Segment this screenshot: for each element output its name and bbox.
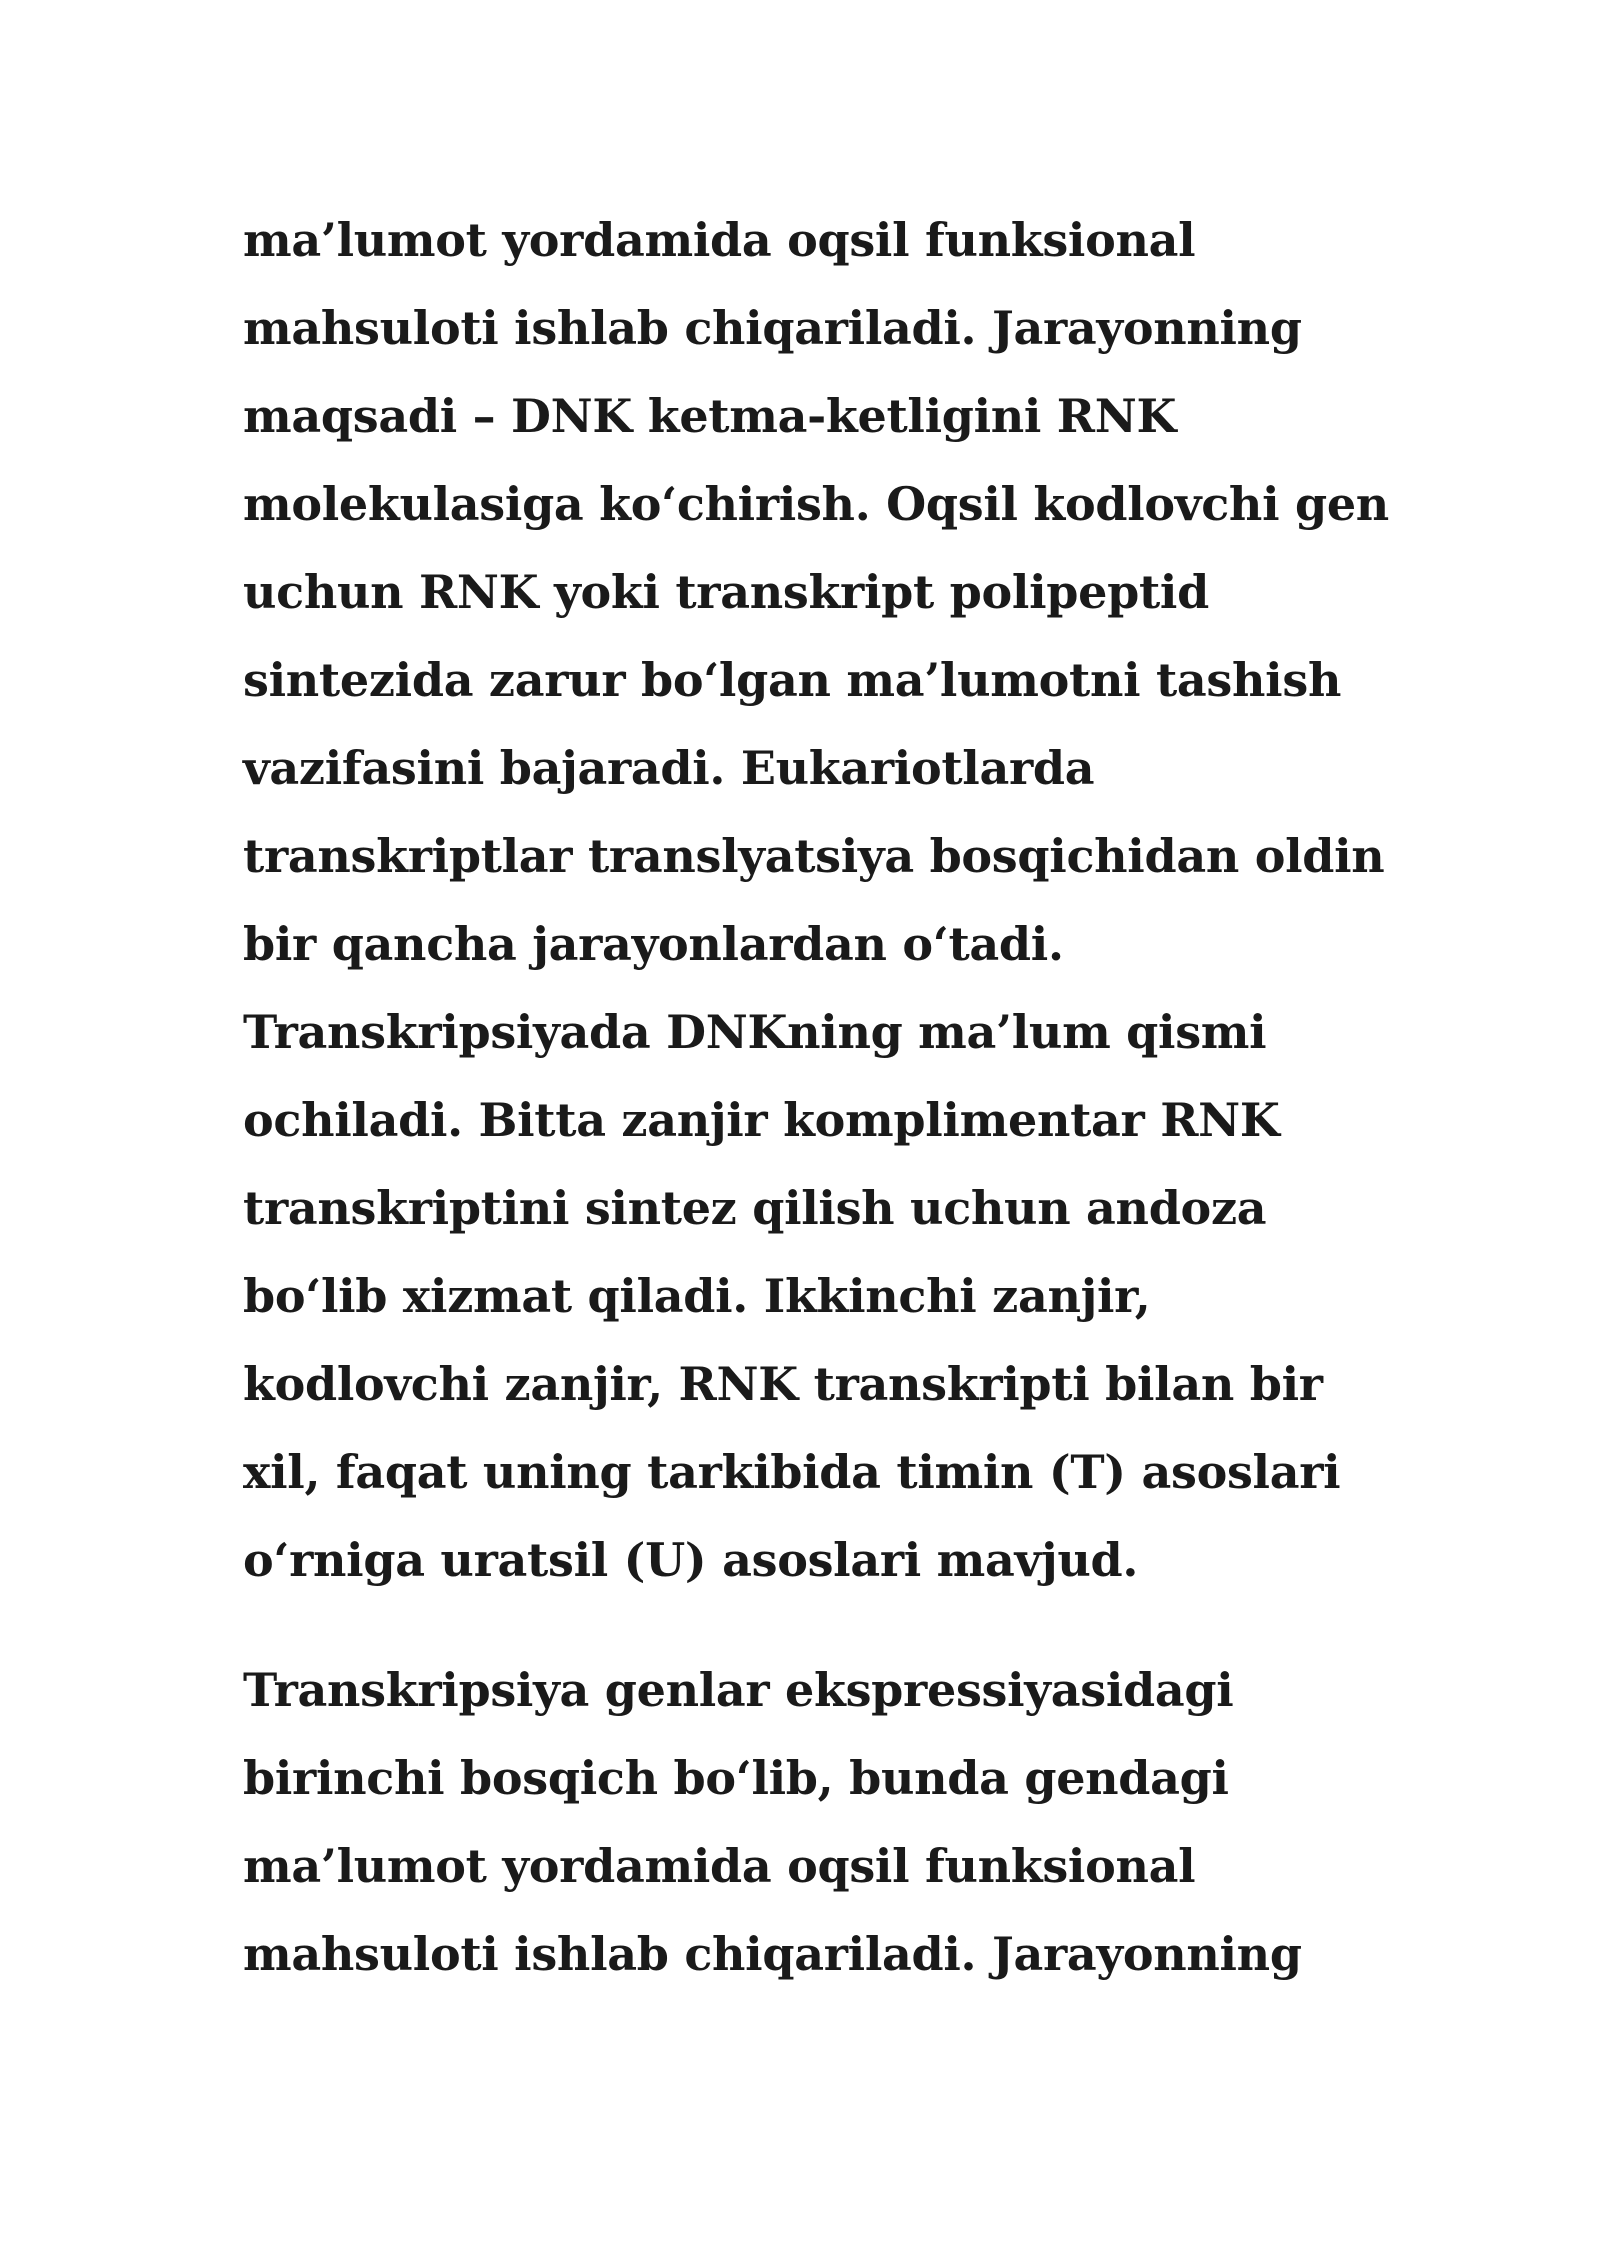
text-line: bo‘lib xizmat qiladi. Ikkinchi zanjir, bbox=[243, 1269, 1151, 1323]
text-line: maqsadi – DNK ketma-ketligini RNK bbox=[243, 389, 1177, 443]
text-line: bir qancha jarayonlardan o‘tadi. bbox=[243, 917, 1064, 971]
text-line: xil, faqat uning tarkibida timin (T) asoslari bbox=[243, 1445, 1341, 1499]
paragraph-1 bbox=[243, 196, 1443, 1604]
text-line: kodlovchi zanjir, RNK transkripti bilan bir bbox=[243, 1357, 1323, 1411]
text-line: transkriptlar translyatsiya bosqichidan oldin bbox=[243, 829, 1385, 883]
text-line: sintezida zarur bo‘lgan ma’lumotni tashish bbox=[243, 653, 1342, 707]
text-line: mahsuloti ishlab chiqariladi. Jarayonning bbox=[243, 1927, 1302, 1981]
text-line: vazifasini bajaradi. Eukariotlarda bbox=[243, 741, 1095, 795]
text-line: o‘rniga uratsil (U) asoslari mavjud. bbox=[243, 1533, 1139, 1587]
text-line: Transkripsiyada DNKning ma’lum qismi bbox=[243, 1005, 1267, 1059]
text-line: Transkripsiya genlar ekspressiyasidagi bbox=[243, 1663, 1234, 1717]
text-line: ochiladi. Bitta zanjir komplimentar RNK bbox=[243, 1093, 1280, 1147]
text-line: birinchi bosqich bo‘lib, bunda gendagi bbox=[243, 1751, 1229, 1805]
paragraph-2 bbox=[243, 1646, 1443, 1998]
text-line: ma’lumot yordamida oqsil funksional bbox=[243, 1839, 1196, 1893]
text-line: ma’lumot yordamida oqsil funksional bbox=[243, 213, 1196, 267]
text-line: transkriptini sintez qilish uchun andoza bbox=[243, 1181, 1267, 1235]
text-line: molekulasiga ko‘chirish. Oqsil kodlovchi gen bbox=[243, 477, 1389, 531]
text-line: uchun RNK yoki transkript polipeptid bbox=[243, 565, 1209, 619]
text-line: mahsuloti ishlab chiqariladi. Jarayonning bbox=[243, 301, 1302, 355]
